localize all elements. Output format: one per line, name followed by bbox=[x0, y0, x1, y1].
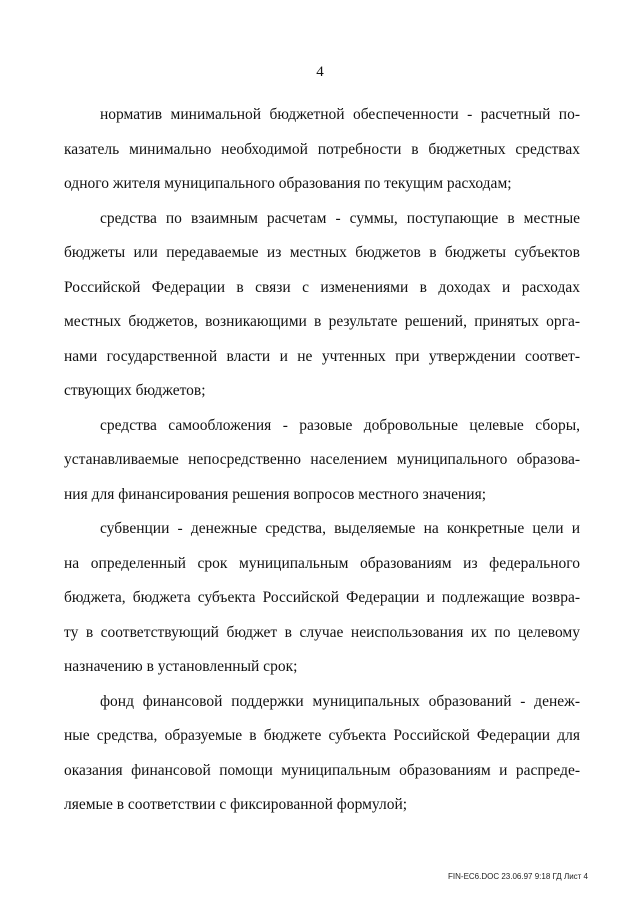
text-line: ные средства, образуемые в бюджете субъекта Российской Федерации для bbox=[64, 727, 580, 744]
text-line: назначению в установленный срок; bbox=[64, 658, 298, 675]
text-line: норматив минимальной бюджетной обеспеченности - расчетный по- bbox=[100, 106, 580, 123]
text-line: нами государственной власти и не учтенных при утверждении соответ- bbox=[64, 347, 580, 365]
text-line: ту в соответствующий бюджет в случае неиспользования их по целевому bbox=[64, 623, 580, 641]
text-line: Российской Федерации в связи с изменениями в доходах и расходах bbox=[64, 278, 580, 296]
paragraph-fond-podderzhki bbox=[64, 685, 580, 823]
paragraph-samooblozhenie bbox=[64, 409, 580, 513]
text-line: казатель минимально необходимой потребности в бюджетных средствах bbox=[64, 140, 580, 158]
text-line: субвенции - денежные средства, выделяемые на конкретные цели и bbox=[100, 520, 580, 537]
text-line: бюджета, бюджета субъекта Российской Федерации и подлежащие возвра- bbox=[64, 589, 580, 606]
document-body bbox=[64, 98, 580, 823]
text-line: одного жителя муниципального образования по текущим расходам; bbox=[64, 175, 512, 192]
text-line: средства самообложения - разовые добровольные целевые сборы, bbox=[100, 416, 580, 434]
page-footer: FIN-EC6.DOC 23.06.97 9:18 ГД Лист 4 bbox=[448, 872, 588, 881]
text-line: ляемые в соответствии с фиксированной формулой; bbox=[64, 796, 408, 813]
text-line: на определенный срок муниципальным образованиям из федерального bbox=[64, 554, 580, 572]
paragraph-normativ bbox=[64, 98, 580, 202]
page-number: 4 bbox=[316, 64, 324, 80]
text-line: ния для финансирования решения вопросов местного значения; bbox=[64, 485, 487, 503]
text-line: устанавливаемые непосредственно населением муниципального образова- bbox=[64, 451, 580, 468]
paragraph-subventsii bbox=[64, 512, 580, 685]
text-line: местных бюджетов, возникающими в результате решений, принятых орга- bbox=[64, 313, 580, 330]
text-line: ствующих бюджетов; bbox=[64, 382, 206, 399]
text-line: фонд финансовой поддержки муниципальных образований - денеж- bbox=[100, 692, 580, 710]
text-line: оказания финансовой помощи муниципальным образованиям и распреде- bbox=[64, 761, 580, 779]
paragraph-vzaimnye-raschety bbox=[64, 202, 580, 409]
text-line: бюджеты или передаваемые из местных бюджетов в бюджеты субъектов bbox=[64, 244, 580, 261]
text-line: средства по взаимным расчетам - суммы, поступающие в местные bbox=[100, 209, 580, 227]
